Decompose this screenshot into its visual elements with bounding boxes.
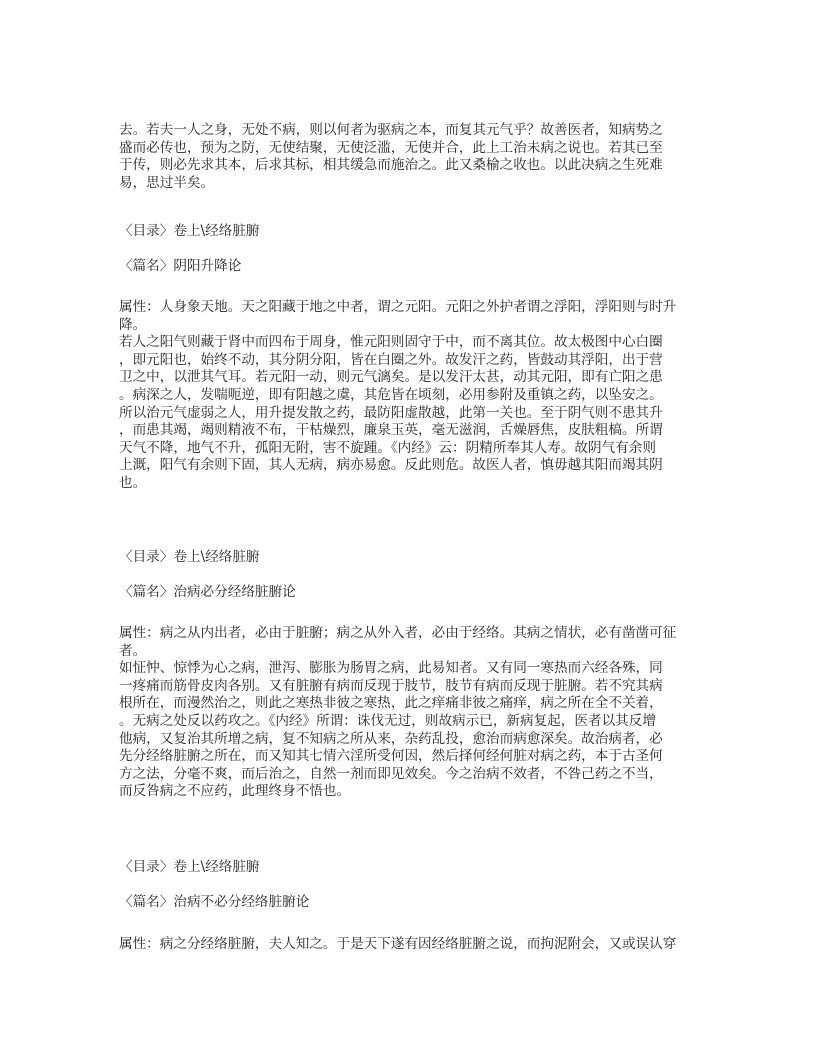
text-line: 属性：人身象天地。天之阳藏于地之中者，谓之元阳。元阳之外护者谓之浮阳，浮阳则与时升	[119, 299, 677, 315]
text-line: 天气不降，地气不升，孤阳无附，害不旋踵。《内经》云：阴精所奉其人寿。故阴气有余则	[119, 439, 656, 456]
text-line: 上溉，阳气有余则下固，其人无病，病亦易愈。反此则危。故医人者，慎毋越其阳而竭其阴	[119, 457, 663, 474]
section-title	[119, 584, 719, 602]
text-line: 卫之中，以泄其气耳。若元阳一动，则元气漓矣。是以发汗太甚，动其元阳，即有亡阳之患	[119, 369, 663, 386]
text-line: 去。若夫一人之身，无处不病，则以何者为驱病之本，而复其元气乎？故善医者，知病势之	[119, 122, 663, 138]
text-line: 他病，又复治其所增之病，复不知病之所从来，杂药乱投，愈治而病愈深矣。故治病者，必	[119, 730, 663, 747]
section-title	[119, 258, 719, 276]
text-line: 若人之阳气则藏于肾中而四布于周身，惟元阳则固守于中，而不离其位。故太极图中心白圈	[119, 334, 663, 351]
text-line: 属性：病之从内出者，必由于脏腑；病之从外入者，必由于经络。其病之情状，必有凿凿可征	[119, 625, 677, 641]
text-line: 。无病之处反以药攻之。《内经》所谓：诛伐无过，则故病示已，新病复起，医者以其反增	[119, 712, 656, 729]
text-line: 方之法，分毫不爽，而后治之，自然一剂而即见效矣。今之治病不效者，不咎己药之不当，	[119, 765, 663, 782]
section-body	[119, 299, 719, 493]
text-line: 降。	[119, 316, 147, 333]
text-line: 也。	[119, 474, 147, 491]
chapter-title: 〈篇名〉阴阳升降论	[119, 258, 242, 274]
section-title	[119, 894, 719, 912]
text-line: 根所在，而漫然治之，则此之寒热非彼之寒热，此之痒痛非彼之痛痒，病之所在全不关着，	[119, 695, 663, 712]
section-catalog	[119, 223, 719, 241]
text-line: 盛而必传也，预为之防，无使结聚，无使泛滥，无使并合，此上工治未病之说也。若其已至	[119, 139, 663, 156]
text-line: 一疼痛而筋骨皮肉各别。又有脏腑有病而反现于肢节，肢节有病而反现于脏腑。若不究其病	[119, 677, 663, 694]
section-catalog	[119, 549, 719, 567]
text-line: 者。	[119, 642, 147, 659]
chapter-title: 〈篇名〉治病必分经络脏腑论	[119, 584, 296, 600]
text-line: 如怔忡、惊悸为心之病，泄泻、膨胀为肠胃之病，此易知者。又有同一寒热而六经各殊，同	[119, 660, 663, 677]
text-line: 而反咎病之不应药，此理终身不悟也。	[119, 783, 351, 800]
text-line: ，即元阳也，始终不动，其分阴分阳，皆在白圈之外。故发汗之药，皆鼓动其浮阳，出于营	[119, 351, 663, 368]
section-body	[119, 936, 719, 954]
section-body	[119, 625, 719, 801]
text-line: ，而患其竭，竭则精液不布，干枯燥烈，廉泉玉英，毫无滋润，舌燥唇焦，皮肤粗槁。所谓	[119, 422, 663, 439]
text-line: 所以治元气虚弱之人，用升提发散之药，最防阳虚散越，此第一关也。至于阴气则不患其升	[119, 404, 663, 421]
text-line: 易，思过半矣。	[119, 174, 215, 191]
catalog-heading: 〈目录〉卷上\经络脏腑	[119, 549, 260, 565]
catalog-heading: 〈目录〉卷上\经络脏腑	[119, 859, 260, 875]
intro-paragraph	[119, 122, 719, 192]
chapter-title: 〈篇名〉治病不必分经络脏腑论	[119, 894, 310, 910]
catalog-heading: 〈目录〉卷上\经络脏腑	[119, 223, 260, 239]
text-line: 属性：病之分经络脏腑，夫人知之。于是天下遂有因经络脏腑之说，而拘泥附会，又或误认穿	[119, 936, 677, 952]
section-catalog	[119, 859, 719, 877]
text-line: 先分经络脏腑之所在，而又知其七情六淫所受何因，然后择何经何脏对病之药，本于古圣何	[119, 748, 663, 765]
text-line: 。病深之人，发喘呃逆，即有阳越之虞，其危皆在顷刻，必用参附及重镇之药，以坠安之。	[119, 386, 663, 403]
text-line: 于传，则必先求其本，后求其标，相其缓急而施治之。此又桑榆之收也。以此决病之生死难	[119, 157, 663, 174]
